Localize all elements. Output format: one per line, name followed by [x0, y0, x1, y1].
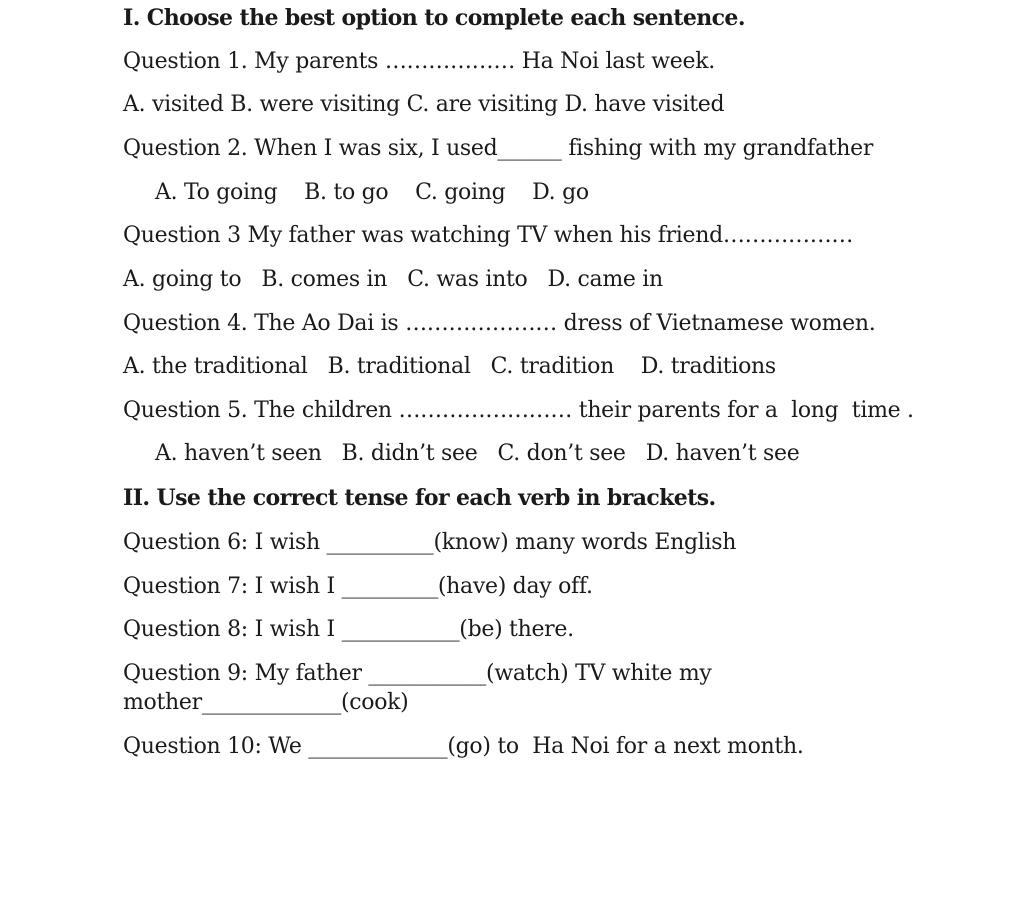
question-3-options: A. going to B. comes in C. was into D. came in: [123, 267, 663, 292]
question-10-text: Question 10: We _____________(go) to Ha Noi for a next month.: [123, 734, 804, 759]
question-5-text: Question 5. The children …………………… their parents for a long time .: [123, 398, 914, 423]
question-1-options: A. visited B. were visiting C. are visiting D. have visited: [123, 92, 725, 117]
question-9-continuation: mother_____________(cook): [123, 690, 409, 715]
question-8-text: Question 8: I wish I ___________(be) there.: [123, 617, 574, 642]
question-2-text: Question 2. When I was six, I used______ fishing with my grandfather: [123, 136, 874, 161]
question-6-text: Question 6: I wish __________(know) many words English: [123, 530, 737, 555]
question-7-text: Question 7: I wish I _________(have) day off.: [123, 574, 593, 599]
question-9-text: Question 9: My father ___________(watch) TV white my: [123, 661, 712, 686]
question-5-options: A. haven’t seen B. didn’t see C. don’t see D. haven’t see: [155, 441, 800, 466]
section-1-heading: I. Choose the best option to complete each sentence.: [123, 5, 745, 31]
question-4-text: Question 4. The Ao Dai is ………………… dress of Vietnamese women.: [123, 311, 876, 336]
question-4-options: A. the traditional B. traditional C. tradition D. traditions: [123, 354, 776, 379]
question-1-text: Question 1. My parents ……………… Ha Noi last week.: [123, 49, 715, 74]
question-3-text: Question 3 My father was watching TV when his friend………………: [123, 223, 854, 248]
question-2-options: A. To going B. to go C. going D. go: [155, 180, 589, 205]
section-2-heading: II. Use the correct tense for each verb in brackets.: [123, 485, 716, 511]
